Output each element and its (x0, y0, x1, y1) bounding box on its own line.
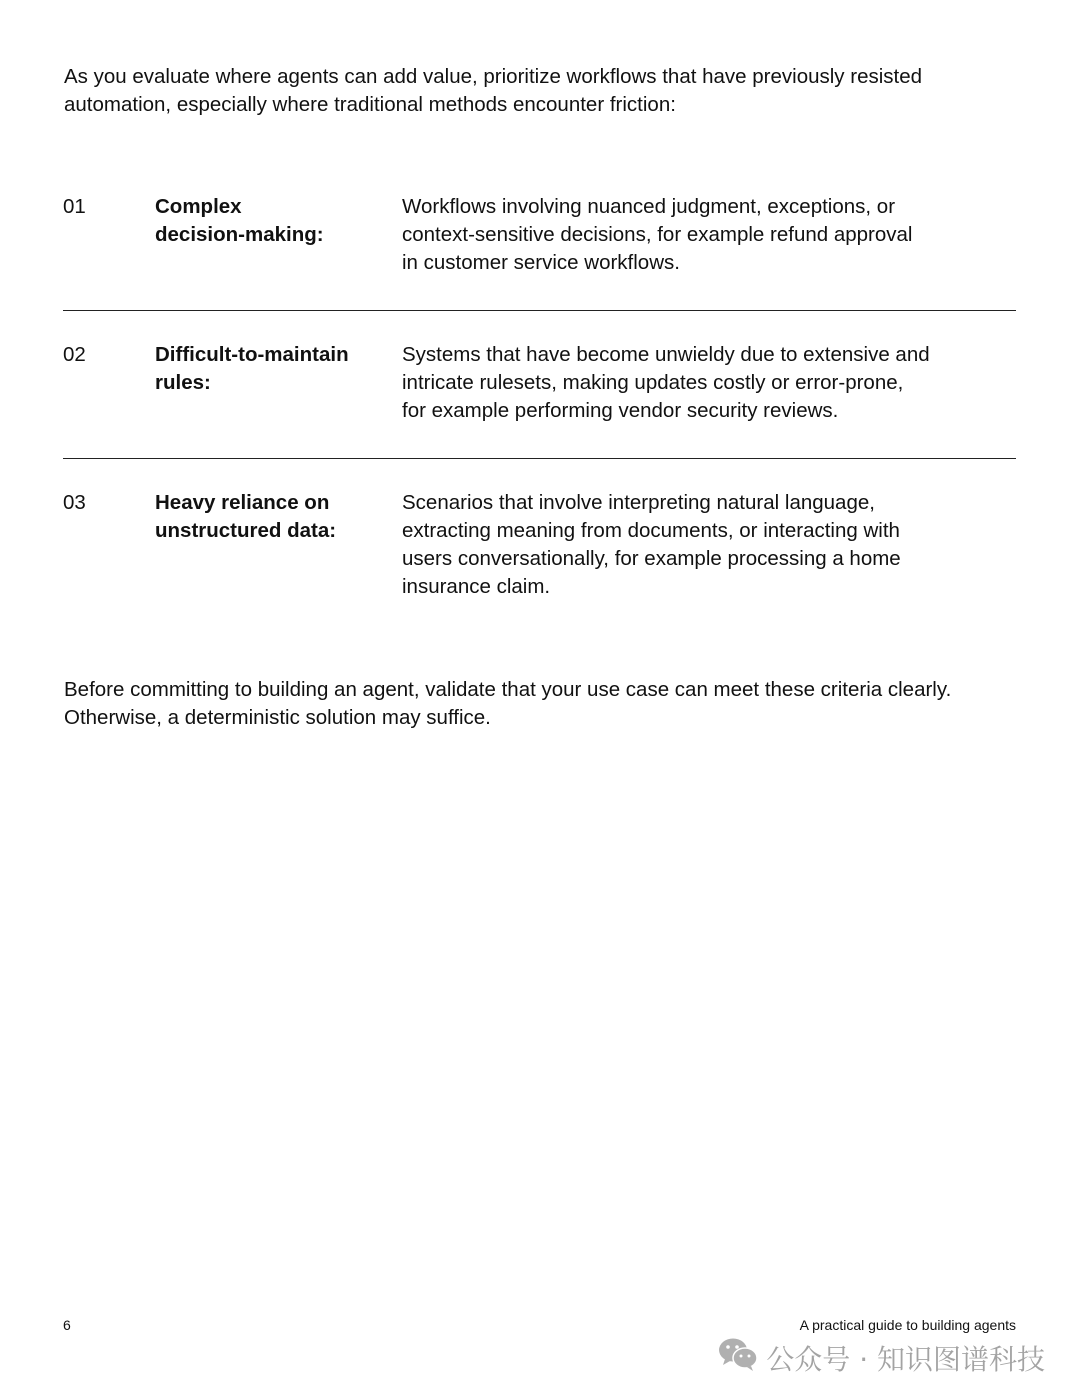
criteria-description: Workflows involving nuanced judgment, exceptions, or context-sensitive decisions, for example refund approval in customer service workflows. (402, 195, 913, 274)
criteria-number: 03 (63, 491, 86, 514)
criteria-number: 02 (63, 343, 86, 366)
outro-line-2: Otherwise, a deterministic solution may suffice. (64, 706, 491, 729)
page-number: 6 (63, 1317, 71, 1333)
intro-paragraph (64, 63, 1024, 119)
wechat-icon (718, 1336, 758, 1379)
criteria-row-01 (63, 193, 1016, 311)
criteria-title: Difficult-to-maintain rules: (155, 343, 349, 394)
criteria-title: Complex decision-making: (155, 195, 324, 246)
criteria-row-02 (63, 311, 1016, 459)
watermark (718, 1336, 1045, 1379)
criteria-number: 01 (63, 195, 86, 218)
criteria-description: Scenarios that involve interpreting natural language, extracting meaning from documents, or interacting with users conversationally, for example processing a home insurance claim. (402, 491, 901, 598)
document-title: A practical guide to building agents (799, 1317, 1016, 1333)
intro-line-2: automation, especially where traditional methods encounter friction: (64, 93, 676, 116)
intro-line-1: As you evaluate where agents can add value, prioritize workflows that have previously resisted (64, 65, 923, 88)
watermark-text: 公众号 · 知识图谱科技 (766, 1342, 1045, 1376)
criteria-row-03 (63, 459, 1016, 609)
outro-line-1: Before committing to building an agent, validate that your use case can meet these criteria clearly. (64, 678, 952, 701)
criteria-list (63, 193, 1016, 609)
criteria-title: Heavy reliance on unstructured data: (155, 491, 337, 542)
outro-paragraph (64, 676, 1044, 732)
criteria-description: Systems that have become unwieldy due to extensive and intricate rulesets, making updates costly or error-prone, for example performing vendor security reviews. (402, 343, 930, 422)
